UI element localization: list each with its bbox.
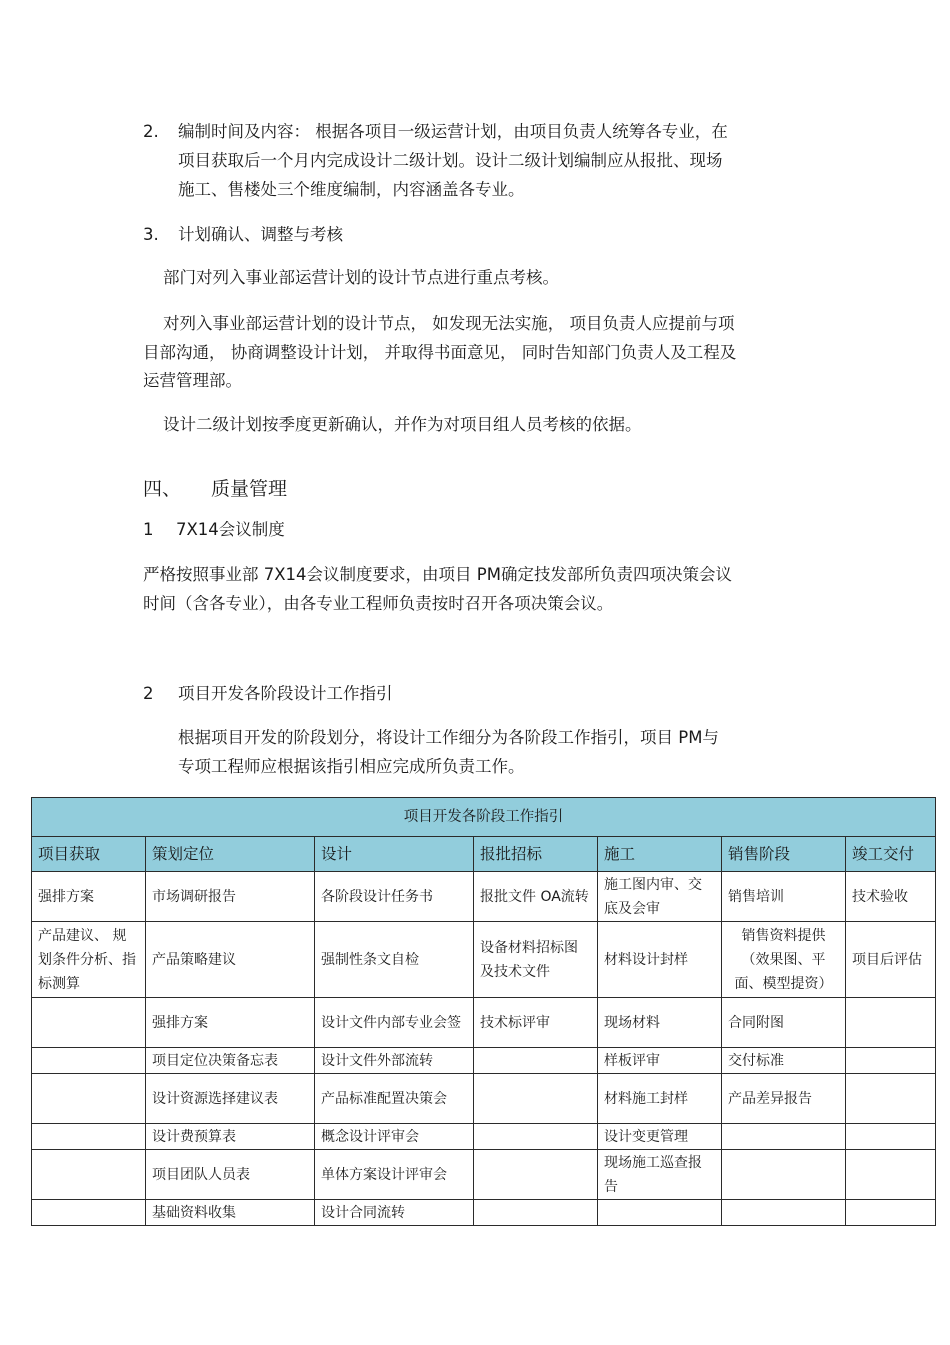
- table-cell: [474, 1124, 598, 1150]
- table-row: [32, 922, 936, 998]
- table-cell: 项目后评估: [846, 922, 936, 998]
- part4-s1-number: 1: [143, 520, 154, 539]
- sec3-paragraph-1: 部门对列入事业部运营计划的设计节点进行重点考核。: [163, 268, 559, 287]
- table-cell: [846, 1124, 936, 1150]
- table-header-cell: 策划定位: [146, 837, 315, 872]
- table-row: [32, 1150, 936, 1200]
- table-cell: 设计资源选择建议表: [146, 1074, 315, 1124]
- table-header-cell: 项目获取: [32, 837, 146, 872]
- table-cell: [846, 1150, 936, 1200]
- table-cell: 技术验收: [846, 872, 936, 922]
- table-title: 项目开发各阶段工作指引: [32, 798, 936, 837]
- table-cell: 项目定位决策备忘表: [146, 1048, 315, 1074]
- table-cell: [32, 1200, 146, 1226]
- table-cell: [846, 998, 936, 1048]
- table-cell: [722, 1124, 846, 1150]
- table-cell: 材料设计封样: [598, 922, 722, 998]
- table-cell: 交付标准: [722, 1048, 846, 1074]
- sec2-line-3: 施工、售楼处三个维度编制，内容涵盖各专业。: [178, 180, 525, 199]
- table-cell: [722, 1200, 846, 1226]
- table-row: [32, 1200, 936, 1226]
- table-row: [32, 1124, 936, 1150]
- table-row: [32, 872, 936, 922]
- sec3-paragraph-2-line-1: 对列入事业部运营计划的设计节点， 如发现无法实施， 项目负责人应提前与项: [163, 314, 735, 333]
- table-header-cell: 竣工交付: [846, 837, 936, 872]
- part4-s1-title: 7X14会议制度: [176, 520, 285, 539]
- table-cell: 基础资料收集: [146, 1200, 315, 1226]
- table-cell: [846, 1074, 936, 1124]
- table-cell: [474, 1150, 598, 1200]
- table-cell: [32, 998, 146, 1048]
- part4-s2-line-1: 根据项目开发的阶段划分，将设计工作细分为各阶段工作指引，项目 PM与: [178, 728, 719, 747]
- table-cell: 技术标评审: [474, 998, 598, 1048]
- part4-s2-line-2: 专项工程师应根据该指引相应完成所负责工作。: [178, 757, 525, 776]
- table-cell: [474, 1074, 598, 1124]
- table-cell: 设计费预算表: [146, 1124, 315, 1150]
- table-cell: 设计文件内部专业会签: [315, 998, 474, 1048]
- stage-guide-table: [31, 797, 936, 1226]
- table-cell: 强排方案: [32, 872, 146, 922]
- sec3-paragraph-2-line-3: 运营管理部。: [143, 371, 242, 390]
- table-cell: 设备材料招标图及技术文件: [474, 922, 598, 998]
- table-cell: 施工图内审、交底及会审: [598, 872, 722, 922]
- table-cell: 产品建议、 规划条件分析、指标测算: [32, 922, 146, 998]
- table-cell: 产品标准配置决策会: [315, 1074, 474, 1124]
- sec2-number: 2.: [143, 122, 159, 141]
- table-cell: [474, 1048, 598, 1074]
- table-cell: 单体方案设计评审会: [315, 1150, 474, 1200]
- sec3-paragraph-3: 设计二级计划按季度更新确认，并作为对项目组人员考核的依据。: [163, 415, 642, 434]
- table-cell: [598, 1200, 722, 1226]
- table-cell: 现场施工巡查报告: [598, 1150, 722, 1200]
- table-title-row: [32, 798, 936, 837]
- table-cell: 设计合同流转: [315, 1200, 474, 1226]
- table-cell: 项目团队人员表: [146, 1150, 315, 1200]
- sec3-title: 计划确认、调整与考核: [178, 225, 343, 244]
- table-cell: [846, 1048, 936, 1074]
- table-row: [32, 1074, 936, 1124]
- part4-title: 质量管理: [211, 478, 288, 500]
- table-cell: 强制性条文自检: [315, 922, 474, 998]
- table-cell: 合同附图: [722, 998, 846, 1048]
- table-row: [32, 998, 936, 1048]
- table-header-cell: 设计: [315, 837, 474, 872]
- sec3-paragraph-2-line-2: 目部沟通， 协商调整设计计划， 并取得书面意见， 同时告知部门负责人及工程及: [143, 343, 737, 362]
- table-cell: [32, 1124, 146, 1150]
- table-cell: 报批文件 OA流转: [474, 872, 598, 922]
- table-cell: 产品差异报告: [722, 1074, 846, 1124]
- table-row: [32, 1048, 936, 1074]
- table-cell: [32, 1150, 146, 1200]
- sec3-number: 3.: [143, 225, 159, 244]
- table-cell: 样板评审: [598, 1048, 722, 1074]
- table-cell: 材料施工封样: [598, 1074, 722, 1124]
- part4-number: 四、: [143, 478, 182, 500]
- part4-s2-title: 项目开发各阶段设计工作指引: [178, 684, 393, 703]
- table-cell: 销售培训: [722, 872, 846, 922]
- table-cell: 各阶段设计任务书: [315, 872, 474, 922]
- table-cell: 销售资料提供（效果图、平面、模型提资）: [722, 922, 846, 998]
- table-cell: 设计文件外部流转: [315, 1048, 474, 1074]
- sec2-line-2: 项目获取后一个月内完成设计二级计划。设计二级计划编制应从报批、现场: [178, 151, 723, 170]
- sec2-line-1: 编制时间及内容： 根据各项目一级运营计划，由项目负责人统筹各专业，在: [178, 122, 728, 141]
- table-cell: [722, 1150, 846, 1200]
- part4-s2-number: 2: [143, 684, 154, 703]
- table-cell: 概念设计评审会: [315, 1124, 474, 1150]
- table-cell: [474, 1200, 598, 1226]
- table-cell: [846, 1200, 936, 1226]
- table-cell: 设计变更管理: [598, 1124, 722, 1150]
- table-cell: [32, 1048, 146, 1074]
- table-cell: [32, 1074, 146, 1124]
- table-cell: 产品策略建议: [146, 922, 315, 998]
- table-header-cell: 报批招标: [474, 837, 598, 872]
- table-cell: 现场材料: [598, 998, 722, 1048]
- table-header-row: [32, 837, 936, 872]
- part4-s1-line-2: 时间（含各专业），由各专业工程师负责按时召开各项决策会议。: [143, 594, 614, 613]
- table-cell: 强排方案: [146, 998, 315, 1048]
- table-cell: 市场调研报告: [146, 872, 315, 922]
- table-header-cell: 销售阶段: [722, 837, 846, 872]
- table-header-cell: 施工: [598, 837, 722, 872]
- part4-s1-line-1: 严格按照事业部 7X14会议制度要求，由项目 PM确定技发部所负责四项决策会议: [143, 565, 732, 584]
